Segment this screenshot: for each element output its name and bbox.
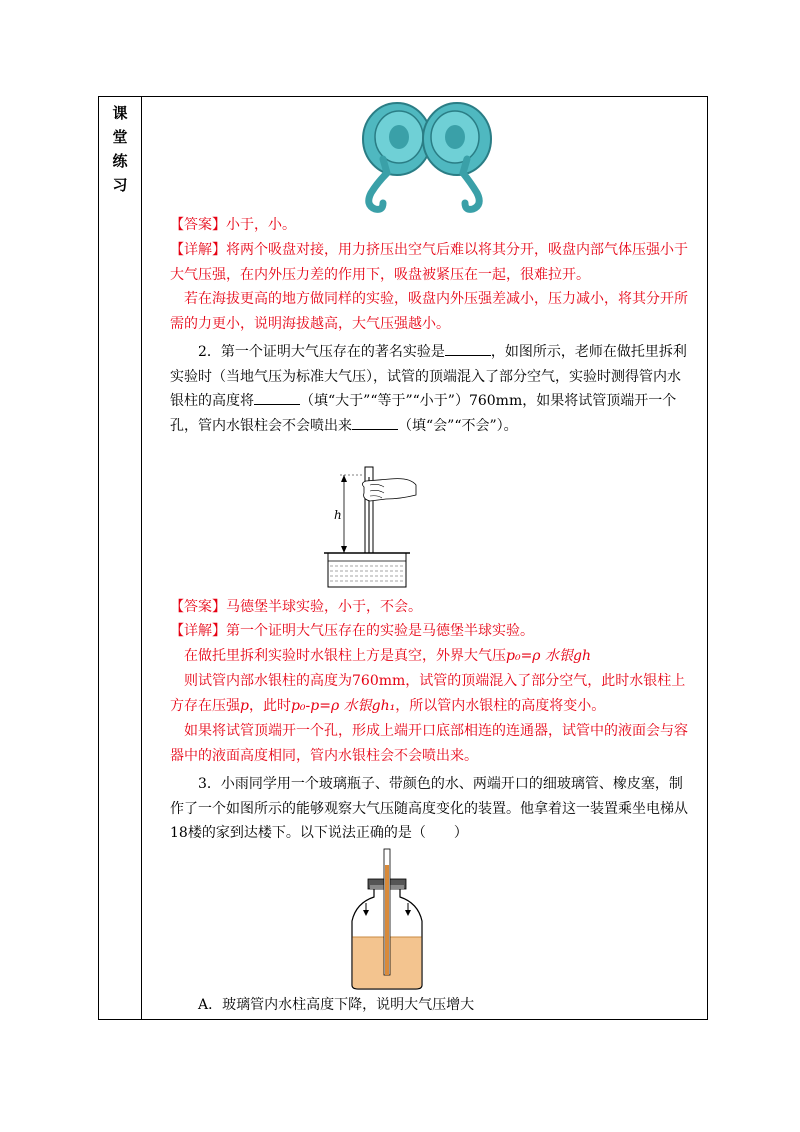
detail-text: ，此时 (248, 697, 291, 714)
q2-answer (170, 595, 694, 620)
detail-text: ，所以管内水银柱的高度将变小。 (395, 697, 606, 714)
section-label (99, 101, 141, 197)
section-label-char: 堂 (112, 128, 128, 146)
q2-stem (170, 340, 694, 438)
q2-detail-3 (170, 669, 694, 718)
answer-text: 小于，小。 (226, 217, 296, 233)
answer-tag: 【答案】 (170, 217, 226, 233)
section-label-char: 课 (112, 104, 128, 122)
q3-option-a[interactable]: A．玻璃管内水柱高度下降，说明大气压增大 (198, 997, 475, 1013)
detail-text: 第一个证明大气压存在的实验是马德堡半球实验。 (226, 623, 534, 639)
section-label-char: 练 (112, 152, 128, 170)
formula: p₀-p=ρ 水银gh₁ (290, 697, 396, 714)
detail-tag: 【详解】 (170, 623, 226, 639)
answer-blank[interactable] (445, 355, 491, 356)
q2-detail-1 (170, 619, 694, 644)
answer-blank[interactable] (254, 404, 300, 405)
q2-stem-d: （填“会”“不会”）。 (398, 417, 518, 434)
exercise-table (98, 96, 708, 1020)
formula: p₀=ρ 水银gh (506, 648, 591, 664)
answer-blank[interactable] (352, 429, 398, 430)
q2-stem-c: （填“大于”“等于”“小于”）760mm，如果将试管顶端开一个孔，管内水银柱会不会喷出来 (170, 393, 677, 434)
detail-text: 将两个吸盘对接，用力挤压出空气后难以将其分开，吸盘内部气体压强小于大气压强，在内外压力差的作用下，吸盘被紧压在一起，很难拉开。 (170, 242, 688, 283)
q2-stem-a: 2．第一个证明大气压存在的著名实验是 (198, 344, 445, 360)
q2-detail-4: 如果将试管顶端开一个孔，形成上端开口底部相连的连通器，试管中的液面会与容器中的液面高度相同，管内水银柱会不会喷出来。 (170, 723, 688, 764)
section-label-char: 习 (112, 176, 128, 194)
q1-detail-2: 若在海拔更高的地方做同样的实验，吸盘内外压强差减小，压力减小，将其分开所需的力更小，说明海拔越高，大气压强越小。 (170, 291, 688, 332)
detail-text: 则试管内部水银柱的高度为760mm，试管的顶端混入了部分空气，此时水银柱上方存在压强 (170, 673, 686, 714)
q2-stem-b: ，如图所示，老师在做托里拆利实验时（当地气压为标准大气压），试管的顶端混入了部分空气，实验时测得管内水银柱的高度将 (170, 344, 687, 409)
answer-text: 马德堡半球实验，小于，不会。 (226, 599, 422, 615)
bottle-figure (342, 847, 432, 992)
q3-stem: 3．小雨同学用一个玻璃瓶子、带颜色的水、两端开口的细玻璃管、橡皮塞，制作了一个如图所示的能够观察大气压随高度变化的装置。他拿着这一装置乘坐电梯从18楼的家到达楼下。以下说法正确的是（ ） (170, 776, 688, 841)
answer-tag: 【答案】 (170, 599, 226, 615)
suction-cups-figure (347, 99, 507, 214)
height-label: h (334, 508, 342, 522)
exercise-content (142, 97, 708, 1019)
formula-p: p (240, 697, 249, 714)
detail-text: 在做托里拆利实验时水银柱上方是真空，外界大气压 (184, 648, 506, 664)
torricelli-figure (320, 465, 430, 590)
detail-tag: 【详解】 (170, 242, 226, 258)
q1-detail (170, 238, 694, 287)
q2-detail-2 (170, 644, 694, 669)
q1-answer (170, 213, 694, 238)
